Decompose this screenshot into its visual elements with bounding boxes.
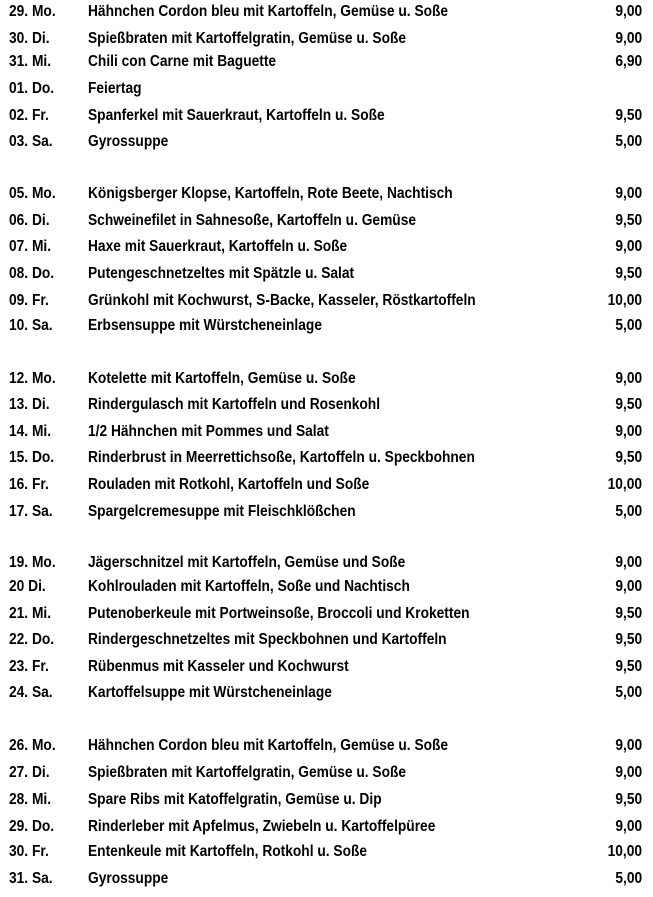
menu-dish: Spargelcremesuppe mit Fleischklößchen [88, 503, 356, 520]
menu-price: 5,00 [615, 870, 642, 887]
menu-dish: Putenoberkeule mit Portweinsoße, Broccoli und Kroketten [88, 605, 470, 622]
menu-date: 21. Mi. [9, 605, 52, 622]
menu-dish: Putengeschnetzeltes mit Spätzle u. Salat [88, 265, 355, 282]
menu-row [0, 210, 653, 232]
menu-dish: Jägerschnitzel mit Kartoffeln, Gemüse und Soße [88, 554, 406, 571]
menu-date: 12. Mo. [9, 370, 56, 387]
menu-date: 29. Do. [9, 818, 55, 835]
menu-date: 31. Mi. [9, 53, 52, 70]
menu-row [0, 263, 653, 285]
menu-row [0, 816, 653, 838]
menu-price: 5,00 [615, 133, 642, 150]
menu-price: 9,50 [615, 396, 642, 413]
menu-price: 9,50 [615, 212, 642, 229]
menu-row [0, 421, 653, 443]
menu-dish: Feiertag [88, 80, 142, 97]
menu-date: 17. Sa. [9, 503, 53, 520]
menu-dish: Königsberger Klopse, Kartoffeln, Rote Beete, Nachtisch [88, 185, 453, 202]
menu-row [0, 28, 653, 50]
menu-dish: Erbsensuppe mit Würstcheneinlage [88, 317, 322, 334]
menu-date: 20 Di. [9, 578, 46, 595]
menu-dish: Gyrossuppe [88, 133, 169, 150]
menu-price: 9,50 [615, 107, 642, 124]
menu-date: 30. Fr. [9, 843, 49, 860]
menu-dish: Rinderbrust in Meerrettichsoße, Kartoffeln u. Speckbohnen [88, 449, 475, 466]
menu-price: 9,00 [615, 764, 642, 781]
menu-dish: Kartoffelsuppe mit Würstcheneinlage [88, 684, 332, 701]
menu-dish: Rinderleber mit Apfelmus, Zwiebeln u. Kartoffelpüree [88, 818, 436, 835]
menu-row [0, 501, 653, 523]
menu-row [0, 868, 653, 890]
menu-date: 10. Sa. [9, 317, 53, 334]
menu-date: 24. Sa. [9, 684, 53, 701]
menu-date: 28. Mi. [9, 791, 52, 808]
menu-price: 9,00 [615, 554, 642, 571]
menu-row [0, 183, 653, 205]
menu-dish: Haxe mit Sauerkraut, Kartoffeln u. Soße [88, 238, 348, 255]
menu-row [0, 51, 653, 73]
menu-row [0, 552, 653, 574]
menu-date: 31. Sa. [9, 870, 53, 887]
menu-dish: Entenkeule mit Kartoffeln, Rotkohl u. Soße [88, 843, 368, 860]
menu-date: 23. Fr. [9, 658, 49, 675]
menu-date: 15. Do. [9, 449, 55, 466]
menu-price: 9,50 [615, 631, 642, 648]
menu-row [0, 394, 653, 416]
menu-date: 07. Mi. [9, 238, 52, 255]
menu-price: 9,00 [615, 737, 642, 754]
menu-row [0, 789, 653, 811]
menu-price: 9,50 [615, 658, 642, 675]
menu-price: 9,50 [615, 449, 642, 466]
menu-price: 9,00 [615, 818, 642, 835]
menu-price: 9,00 [615, 185, 642, 202]
menu-price: 6,90 [615, 53, 642, 70]
menu-row [0, 762, 653, 784]
menu-date: 29. Mo. [9, 3, 56, 20]
menu-row [0, 735, 653, 757]
menu-price: 9,50 [615, 265, 642, 282]
menu-row [0, 682, 653, 704]
menu-dish: Kohlrouladen mit Kartoffeln, Soße und Nachtisch [88, 578, 410, 595]
menu-price: 9,50 [615, 605, 642, 622]
menu-price: 5,00 [615, 503, 642, 520]
menu-row [0, 368, 653, 390]
menu-price: 9,50 [615, 791, 642, 808]
menu-date: 14. Mi. [9, 423, 52, 440]
menu-dish: 1/2 Hähnchen mit Pommes und Salat [88, 423, 329, 440]
menu-price: 10,00 [607, 292, 642, 309]
menu-date: 22. Do. [9, 631, 55, 648]
menu-price: 10,00 [607, 476, 642, 493]
menu-dish: Kotelette mit Kartoffeln, Gemüse u. Soße [88, 370, 356, 387]
menu-dish: Rübenmus mit Kasseler und Kochwurst [88, 658, 349, 675]
menu-date: 05. Mo. [9, 185, 56, 202]
menu-dish: Rindergulasch mit Kartoffeln und Rosenkohl [88, 396, 381, 413]
menu-dish: Hähnchen Cordon bleu mit Kartoffeln, Gemüse u. Soße [88, 737, 449, 754]
menu-price: 9,00 [615, 578, 642, 595]
menu-dish: Gyrossuppe [88, 870, 169, 887]
menu-row [0, 474, 653, 496]
menu-row [0, 236, 653, 258]
menu-row [0, 290, 653, 312]
menu-dish: Rouladen mit Rotkohl, Kartoffeln und Soße [88, 476, 370, 493]
menu-row [0, 105, 653, 127]
menu-row [0, 629, 653, 651]
menu-row [0, 131, 653, 153]
menu-price: 10,00 [607, 843, 642, 860]
menu-row [0, 78, 653, 100]
menu-row [0, 447, 653, 469]
menu-dish: Grünkohl mit Kochwurst, S-Backe, Kasseler, Röstkartoffeln [88, 292, 476, 309]
menu-date: 03. Sa. [9, 133, 53, 150]
menu-row [0, 603, 653, 625]
menu-price: 9,00 [615, 238, 642, 255]
menu-dish: Hähnchen Cordon bleu mit Kartoffeln, Gemüse u. Soße [88, 3, 449, 20]
menu-date: 19. Mo. [9, 554, 56, 571]
menu-dish: Schweinefilet in Sahnesoße, Kartoffeln u. Gemüse [88, 212, 417, 229]
menu-date: 27. Di. [9, 764, 50, 781]
menu-date: 01. Do. [9, 80, 55, 97]
menu-price: 5,00 [615, 684, 642, 701]
menu-date: 13. Di. [9, 396, 50, 413]
menu-dish: Spießbraten mit Kartoffelgratin, Gemüse u. Soße [88, 30, 407, 47]
menu-date: 06. Di. [9, 212, 50, 229]
menu-dish: Rindergeschnetzeltes mit Speckbohnen und Kartoffeln [88, 631, 447, 648]
menu-date: 02. Fr. [9, 107, 49, 124]
menu-price: 9,00 [615, 3, 642, 20]
menu-row [0, 315, 653, 337]
menu-price: 9,00 [615, 30, 642, 47]
menu-date: 26. Mo. [9, 737, 56, 754]
menu-price: 9,00 [615, 370, 642, 387]
menu-row [0, 1, 653, 23]
menu-date: 08. Do. [9, 265, 55, 282]
menu-price: 9,00 [615, 423, 642, 440]
menu-date: 16. Fr. [9, 476, 49, 493]
menu-dish: Chili con Carne mit Baguette [88, 53, 277, 70]
menu-dish: Spanferkel mit Sauerkraut, Kartoffeln u. Soße [88, 107, 385, 124]
menu-row [0, 576, 653, 598]
menu-date: 09. Fr. [9, 292, 49, 309]
menu-date: 30. Di. [9, 30, 50, 47]
menu-price: 5,00 [615, 317, 642, 334]
menu-dish: Spare Ribs mit Katoffelgratin, Gemüse u. Dip [88, 791, 382, 808]
menu-row [0, 841, 653, 863]
menu-dish: Spießbraten mit Kartoffelgratin, Gemüse u. Soße [88, 764, 407, 781]
menu-row [0, 656, 653, 678]
